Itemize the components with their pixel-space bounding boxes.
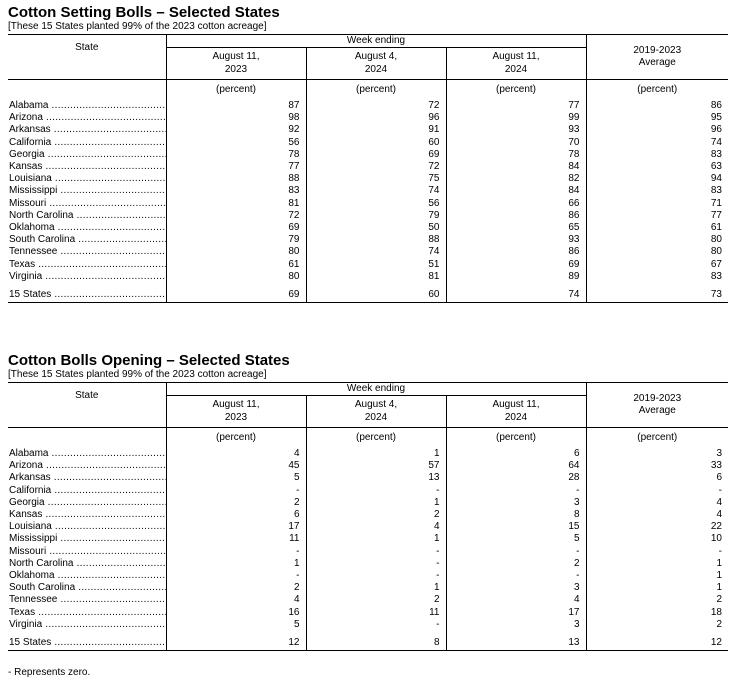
value-cell: 86 — [710, 100, 722, 111]
state-name: California ..... — [8, 485, 166, 497]
state-name: Arkansas ..... — [8, 472, 166, 484]
value-cell: 80 — [166, 271, 306, 283]
value-cell: 2 — [166, 497, 306, 509]
bolls-opening-table — [8, 382, 728, 651]
value-cell: 50 — [306, 222, 446, 234]
value-cell: 78 — [446, 149, 586, 161]
value-cell: 3 — [446, 582, 586, 594]
value-cell: 6 — [716, 472, 722, 484]
footnote: - Represents zero. — [8, 667, 91, 678]
value-cell: 2 — [716, 594, 722, 606]
state-name: Kansas ..... — [8, 161, 166, 173]
value-cell: 1 — [306, 497, 446, 509]
table-row — [8, 246, 728, 258]
value-cell: 5 — [166, 472, 306, 484]
value-cell: - — [446, 546, 586, 558]
state-name: Oklahoma ..... — [8, 222, 166, 234]
value-cell: 66 — [446, 198, 586, 210]
unit-label: (percent) — [306, 80, 446, 101]
state-name: Virginia ..... — [8, 271, 166, 283]
table-row — [8, 448, 728, 460]
value-cell: 18 — [710, 606, 722, 618]
state-name: North Carolina ..... — [8, 210, 166, 222]
total-row — [8, 637, 728, 651]
value-cell: 56 — [166, 137, 306, 149]
value-cell: 2 — [716, 618, 722, 630]
state-name: California ..... — [8, 137, 166, 149]
value-cell: 1 — [306, 448, 446, 460]
state-name: Alabama ..... — [8, 100, 166, 112]
table-title: Cotton Setting Bolls – Selected States — [8, 4, 280, 21]
total-value: 60 — [306, 289, 446, 303]
value-cell: 77 — [446, 100, 586, 112]
value-cell: 98 — [166, 112, 306, 124]
week-ending-header: Week ending — [166, 383, 586, 396]
value-cell: 79 — [306, 210, 446, 222]
table-row — [8, 485, 728, 497]
value-cell: 6 — [166, 509, 306, 521]
value-cell: - — [306, 485, 446, 497]
value-cell: 99 — [446, 112, 586, 124]
value-cell: 93 — [446, 124, 586, 136]
value-cell: 95 — [710, 112, 722, 124]
value-cell: 89 — [446, 271, 586, 283]
value-cell: 61 — [166, 259, 306, 271]
value-cell: 65 — [446, 222, 586, 234]
value-cell: 2 — [306, 509, 446, 521]
table-row — [8, 185, 728, 197]
value-cell: 1 — [716, 570, 722, 582]
value-cell: 16 — [166, 607, 306, 619]
table-row — [8, 198, 728, 210]
value-cell: 82 — [446, 173, 586, 185]
state-name: Kansas ..... — [8, 509, 166, 521]
state-name: Georgia ..... — [8, 497, 166, 509]
value-cell: - — [718, 545, 722, 557]
value-cell: 74 — [710, 136, 722, 148]
unit-label: (percent) — [637, 431, 678, 443]
total-value: 73 — [586, 289, 728, 303]
value-cell: 5 — [166, 619, 306, 631]
value-cell: 72 — [306, 100, 446, 112]
value-cell: 56 — [306, 198, 446, 210]
value-cell: 22 — [710, 521, 722, 533]
table-row — [8, 533, 728, 545]
value-cell: 77 — [710, 209, 722, 221]
unit-label: (percent) — [446, 80, 586, 101]
table-row — [8, 137, 728, 149]
total-label: 15 States ..... — [8, 637, 166, 651]
value-cell: 3 — [446, 619, 586, 631]
state-name: Virginia ..... — [8, 619, 166, 631]
value-cell: 1 — [306, 582, 446, 594]
value-cell: 70 — [446, 137, 586, 149]
state-name: Arizona ..... — [8, 460, 166, 472]
unit-spacer — [8, 428, 166, 449]
value-cell: - — [718, 484, 722, 496]
value-cell: 13 — [306, 472, 446, 484]
value-cell: 4 — [166, 594, 306, 606]
unit-label: (percent) — [446, 428, 586, 449]
average-column-header: 2019-2023 Average — [586, 383, 728, 428]
value-cell: 64 — [446, 460, 586, 472]
value-cell: 72 — [306, 161, 446, 173]
value-cell: 61 — [710, 222, 722, 234]
value-cell: 96 — [306, 112, 446, 124]
table-subtitle: [These 15 States planted 99% of the 2023 cotton acreage] — [8, 21, 267, 32]
value-cell: 91 — [306, 124, 446, 136]
state-name: Louisiana ..... — [8, 173, 166, 185]
state-name: Alabama ..... — [8, 448, 166, 460]
value-cell: 3 — [446, 497, 586, 509]
total-value: 8 — [306, 637, 446, 651]
state-name: Georgia ..... — [8, 149, 166, 161]
state-name: Texas ..... — [8, 259, 166, 271]
table-row — [8, 509, 728, 521]
value-cell: 88 — [306, 234, 446, 246]
state-name: Texas ..... — [8, 607, 166, 619]
date-column-header: August 11, 2023 — [166, 396, 306, 428]
value-cell: 51 — [306, 259, 446, 271]
value-cell: - — [306, 619, 446, 631]
table-row — [8, 460, 728, 472]
setting-bolls-section — [8, 5, 728, 303]
value-cell: 77 — [166, 161, 306, 173]
state-name: Arkansas ..... — [8, 124, 166, 136]
value-cell: - — [446, 485, 586, 497]
state-name: South Carolina ..... — [8, 234, 166, 246]
unit-label: (percent) — [166, 428, 306, 449]
table-row — [8, 607, 728, 619]
value-cell: 93 — [446, 234, 586, 246]
value-cell: 83 — [166, 185, 306, 197]
value-cell: 74 — [306, 246, 446, 258]
value-cell: 69 — [166, 222, 306, 234]
table-row — [8, 472, 728, 484]
table-row — [8, 594, 728, 606]
value-cell: 83 — [710, 148, 722, 160]
value-cell: 45 — [166, 460, 306, 472]
value-cell: 2 — [166, 582, 306, 594]
total-value: 69 — [166, 289, 306, 303]
bolls-opening-section — [8, 353, 728, 651]
table-row — [8, 234, 728, 246]
value-cell: 1 — [166, 558, 306, 570]
total-value: 12 — [166, 637, 306, 651]
table-row — [8, 161, 728, 173]
value-cell: - — [166, 546, 306, 558]
unit-label: (percent) — [166, 80, 306, 101]
value-cell: 4 — [446, 594, 586, 606]
unit-row — [8, 428, 728, 449]
value-cell: 4 — [306, 521, 446, 533]
value-cell: 60 — [306, 137, 446, 149]
date-column-header: August 4, 2024 — [306, 48, 446, 80]
table-row — [8, 497, 728, 509]
state-name: Mississippi ..... — [8, 185, 166, 197]
value-cell: 86 — [446, 210, 586, 222]
value-cell: 8 — [446, 509, 586, 521]
value-cell: 63 — [710, 161, 722, 173]
table-row — [8, 570, 728, 582]
total-label: 15 States ..... — [8, 289, 166, 303]
table-row — [8, 222, 728, 234]
value-cell: 2 — [306, 594, 446, 606]
state-name: Louisiana ..... — [8, 521, 166, 533]
value-cell: 4 — [716, 496, 722, 508]
state-name: South Carolina ..... — [8, 582, 166, 594]
table-row — [8, 619, 728, 631]
state-name: Oklahoma ..... — [8, 570, 166, 582]
value-cell: 10 — [710, 533, 722, 545]
table-row — [8, 100, 728, 112]
state-name: Tennessee ..... — [8, 246, 166, 258]
value-cell: 11 — [306, 607, 446, 619]
total-value: 13 — [446, 637, 586, 651]
value-cell: - — [166, 485, 306, 497]
value-cell: 87 — [166, 100, 306, 112]
value-cell: 84 — [446, 161, 586, 173]
value-cell: 1 — [716, 582, 722, 594]
value-cell: 1 — [716, 557, 722, 569]
value-cell: 28 — [446, 472, 586, 484]
value-cell: 84 — [446, 185, 586, 197]
value-cell: 67 — [710, 258, 722, 270]
value-cell: 92 — [166, 124, 306, 136]
date-column-header: August 11, 2023 — [166, 48, 306, 80]
table-subtitle: [These 15 States planted 99% of the 2023 cotton acreage] — [8, 369, 267, 380]
table-row — [8, 546, 728, 558]
value-cell: 15 — [446, 521, 586, 533]
value-cell: 83 — [710, 270, 722, 282]
table-title: Cotton Bolls Opening – Selected States — [8, 352, 290, 369]
average-column-header: 2019-2023 Average — [586, 35, 728, 80]
value-cell: - — [306, 558, 446, 570]
value-cell: 79 — [166, 234, 306, 246]
value-cell: 80 — [166, 246, 306, 258]
value-cell: 57 — [306, 460, 446, 472]
value-cell: 83 — [710, 185, 722, 197]
value-cell: - — [446, 570, 586, 582]
value-cell: 78 — [166, 149, 306, 161]
date-column-header: August 11, 2024 — [446, 396, 586, 428]
value-cell: 80 — [710, 246, 722, 258]
value-cell: 75 — [306, 173, 446, 185]
value-cell: 86 — [446, 246, 586, 258]
value-cell: 5 — [446, 533, 586, 545]
value-cell: 17 — [166, 521, 306, 533]
total-row — [8, 289, 728, 303]
table-row — [8, 210, 728, 222]
value-cell: 96 — [710, 124, 722, 136]
date-column-header: August 4, 2024 — [306, 396, 446, 428]
value-cell: 2 — [446, 558, 586, 570]
table-row — [8, 271, 728, 283]
value-cell: 17 — [446, 607, 586, 619]
state-name: North Carolina ..... — [8, 558, 166, 570]
state-column-header: State — [8, 383, 166, 428]
value-cell: 81 — [306, 271, 446, 283]
week-ending-header: Week ending — [166, 35, 586, 48]
unit-row — [8, 80, 728, 101]
total-value: 74 — [446, 289, 586, 303]
state-name: Missouri ..... — [8, 546, 166, 558]
value-cell: - — [166, 570, 306, 582]
table-row — [8, 149, 728, 161]
value-cell: 11 — [166, 533, 306, 545]
value-cell: 69 — [446, 259, 586, 271]
value-cell: 69 — [306, 149, 446, 161]
unit-label: (percent) — [637, 83, 678, 95]
value-cell: - — [306, 546, 446, 558]
value-cell: 88 — [166, 173, 306, 185]
value-cell: 74 — [306, 185, 446, 197]
value-cell: - — [306, 570, 446, 582]
value-cell: 72 — [166, 210, 306, 222]
value-cell: 81 — [166, 198, 306, 210]
value-cell: 1 — [306, 533, 446, 545]
date-column-header: August 11, 2024 — [446, 48, 586, 80]
state-column-header: State — [8, 35, 166, 80]
value-cell: 4 — [166, 448, 306, 460]
state-name: Mississippi ..... — [8, 533, 166, 545]
table-row — [8, 259, 728, 271]
table-row — [8, 124, 728, 136]
table-row — [8, 521, 728, 533]
unit-spacer — [8, 80, 166, 101]
setting-bolls-table — [8, 34, 728, 303]
unit-label: (percent) — [306, 428, 446, 449]
value-cell: 80 — [710, 234, 722, 246]
value-cell: 6 — [446, 448, 586, 460]
table-row — [8, 582, 728, 594]
state-name: Arizona ..... — [8, 112, 166, 124]
table-row — [8, 112, 728, 124]
table-row — [8, 558, 728, 570]
value-cell: 71 — [710, 197, 722, 209]
state-name: Tennessee ..... — [8, 594, 166, 606]
total-value: 12 — [586, 637, 728, 651]
value-cell: 3 — [716, 448, 722, 459]
value-cell: 33 — [710, 460, 722, 472]
table-row — [8, 173, 728, 185]
state-name: Missouri ..... — [8, 198, 166, 210]
value-cell: 4 — [716, 509, 722, 521]
value-cell: 94 — [710, 173, 722, 185]
